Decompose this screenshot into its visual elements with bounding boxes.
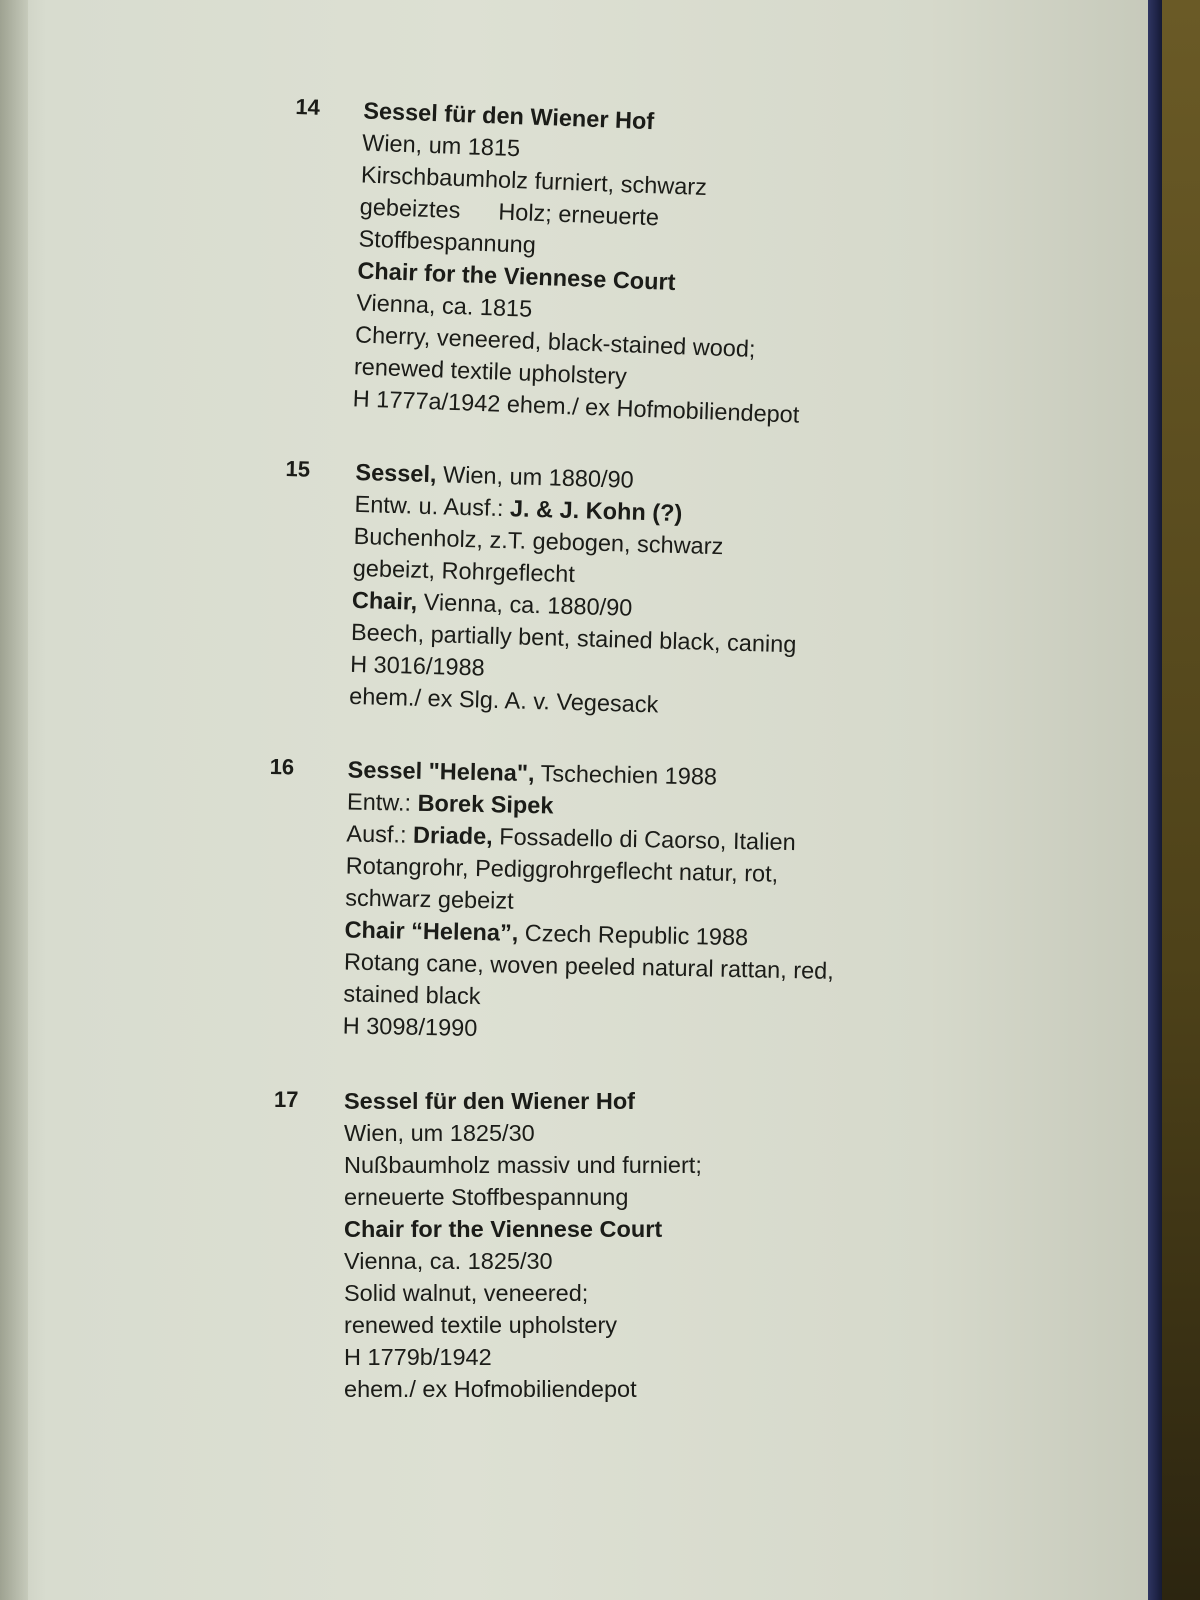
entry-text: renewed textile upholstery (344, 1312, 618, 1338)
entry-text: Wien, um 1825/30 (344, 1120, 535, 1146)
entry-bold-text: J. & J. Kohn (?) (509, 495, 683, 527)
entry-text: H 1777a/1942 ehem./ ex Hofmobiliendepot (352, 385, 800, 428)
entry-line (344, 1309, 924, 1341)
entry-number: 16 (269, 753, 295, 780)
entry-line (344, 1373, 924, 1405)
spacer (460, 218, 498, 219)
entry-text: erneuerte Stoffbespannung (344, 1184, 629, 1210)
entry-text: Kirschbaumholz furniert, schwarz (360, 161, 708, 201)
entry-text: Rotangrohr, Pediggrohrgeflecht natur, rot, (345, 852, 779, 887)
background-surface (1162, 0, 1200, 1600)
entry-text: Vienna, ca. 1880/90 (416, 588, 633, 621)
entry-text: H 3098/1990 (342, 1012, 478, 1042)
entry-text: ehem./ ex Slg. A. v. Vegesack (348, 682, 659, 718)
entry-description (349, 456, 936, 728)
entry-description (352, 94, 943, 435)
entry-text: Ausf.: (346, 820, 414, 848)
entry-bold-text: Sessel für den Wiener Hof (344, 1088, 635, 1114)
entry-text: Rotang cane, woven peeled natural rattan, red, (343, 948, 835, 984)
entry-text: renewed textile upholstery (353, 353, 628, 390)
entry-text: Holz; erneuerte (497, 198, 660, 231)
entry-bold-text: Driade, (412, 821, 493, 850)
entry-bold-text: Sessel, (355, 458, 437, 488)
entry-text: Cherry, veneered, black-stained wood; (354, 321, 756, 363)
entry-text: Entw.: (346, 788, 418, 816)
entry-line (344, 1149, 924, 1181)
entry-number: 14 (295, 93, 321, 120)
entry-bold-text: Chair “Helena”, (344, 916, 519, 946)
entry-text: Nußbaumholz massiv und furniert; (344, 1152, 702, 1178)
entry-line (344, 1085, 924, 1117)
entry-bold-text: Chair, (351, 586, 418, 615)
entry-text: stained black (343, 980, 481, 1010)
entry-description (344, 1085, 924, 1405)
entry-text: Stoffbespannung (358, 225, 537, 258)
entry-line (344, 1245, 924, 1277)
entry-line (344, 1341, 924, 1373)
entry-text: schwarz gebeizt (344, 884, 514, 914)
entry-text: Buchenholz, z.T. gebogen, schwarz (353, 522, 724, 560)
entry-text: Fossadello di Caorso, Italien (492, 823, 796, 856)
entry-number: 15 (285, 455, 311, 482)
entry-text: Wien, um 1880/90 (436, 461, 635, 493)
entry-text: Czech Republic 1988 (518, 919, 749, 951)
entry-number: 17 (274, 1087, 299, 1112)
entry-text: Solid walnut, veneered; (344, 1280, 589, 1306)
entry-line (344, 1277, 924, 1309)
entry-bold-text: Sessel "Helena", (347, 756, 535, 787)
entry-text: Tschechien 1988 (534, 760, 718, 790)
entry-text: gebeiztes (359, 193, 461, 224)
entry-bold-text: Borek Sipek (417, 789, 554, 819)
entry-line (344, 1213, 924, 1245)
entry-bold-text: Sessel für den Wiener Hof (362, 97, 655, 135)
entry-text: Wien, um 1815 (361, 129, 521, 162)
entry-text: Vienna, ca. 1825/30 (344, 1248, 553, 1274)
entry-text: Beech, partially bent, stained black, caning (350, 618, 797, 658)
entry-text: H 1779b/1942 (344, 1344, 492, 1370)
entry-bold-text: Chair for the Viennese Court (357, 257, 676, 296)
entry-text: gebeizt, Rohrgeflecht (352, 554, 576, 588)
entry-line (344, 1117, 924, 1149)
entry-bold-text: Chair for the Viennese Court (344, 1216, 663, 1242)
entry-text: Vienna, ca. 1815 (355, 289, 533, 322)
entry-line (344, 1181, 924, 1213)
book-spine-edge (1148, 0, 1162, 1600)
entry-text: ehem./ ex Hofmobiliendepot (344, 1376, 637, 1402)
entry-text: Entw. u. Ausf.: (354, 490, 511, 522)
entry-description (342, 753, 927, 1052)
entry-text: H 3016/1988 (349, 650, 486, 681)
